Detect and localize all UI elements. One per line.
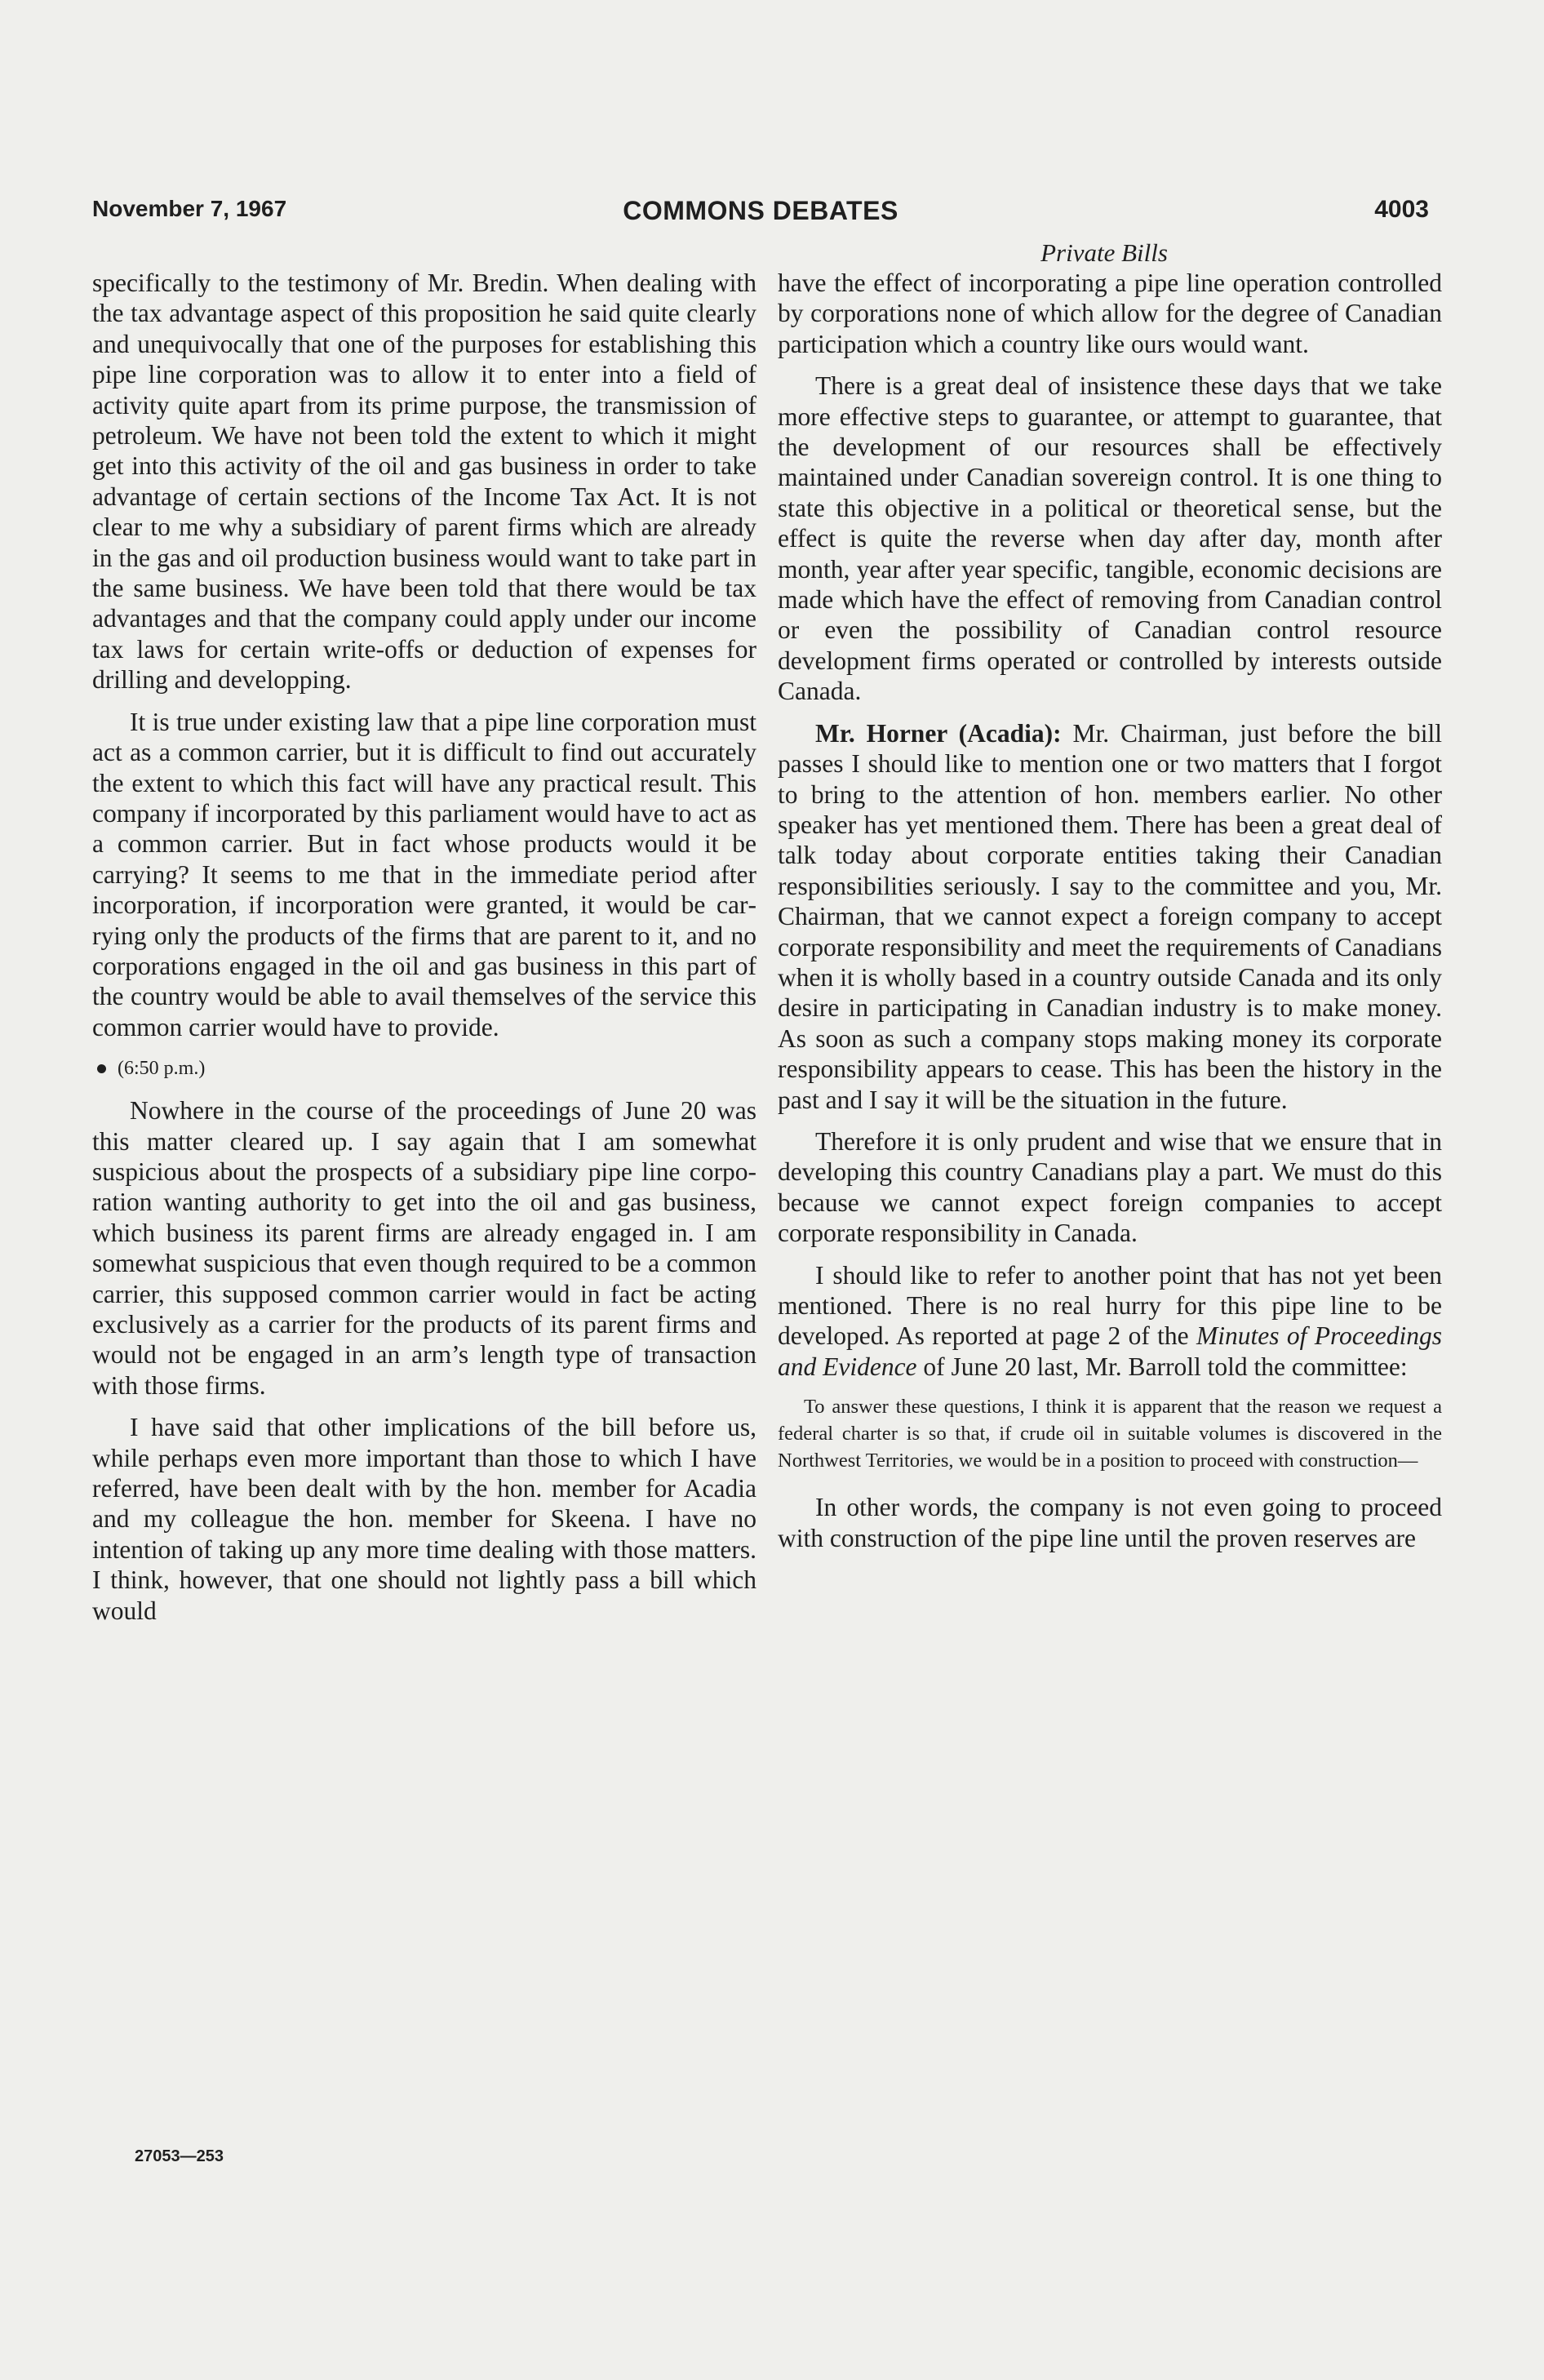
paragraph-text: I should like to refer to another point that has not yet been mentioned. There is no real hurry for this pipe line to be developed. As reported at page 2 of the bbox=[778, 1260, 1442, 1351]
publication-title: Minutes of Proceedings and Evidence bbox=[778, 1321, 1442, 1381]
block-quote: To answer these questions, I think it is apparent that the reason we request a federal charter is so that, if crude oil in suitable volumes is discovered in the Northwest Territories, we would be in a position to proceed with construction— bbox=[778, 1396, 1442, 1472]
section-title: Private Bills bbox=[1040, 238, 1168, 267]
time-marker-text: (6:50 p.m.) bbox=[118, 1058, 206, 1080]
speaker-name: Mr. Horner (Acadia): bbox=[815, 718, 1062, 748]
paragraph: Therefore it is only prudent and wise that we ensure that in developing this country Canadians play a part. We must do this because we cannot expect foreign companies to accept corporate responsibility in Canada. bbox=[778, 1126, 1442, 1248]
paragraph-text: of June 20 last, Mr. Barroll told the committee: bbox=[916, 1352, 1408, 1381]
left-column bbox=[92, 268, 756, 1637]
page-number: 4003 bbox=[1374, 196, 1429, 223]
footer-code: 27053—253 bbox=[135, 2147, 224, 2165]
running-header bbox=[92, 196, 1429, 229]
right-column bbox=[778, 268, 1442, 1565]
paragraph: There is a great deal of insistence these days that we take more effective steps to guarantee, or attempt to guarantee, that the development of our resources shall be effectively maintained under Canadian sovereign control. It is one thing to state this objective in a political or theoretical sense, but the effect is quite the reverse when day after day, month after month, year after year specific, tangible, economic decisions are made which have the effect of removing from Canadian control or even the possibility of Canadian control resource development firms operated or controlled by interests outside Canada. bbox=[778, 371, 1442, 706]
paragraph: have the effect of incorporating a pipe line operation controlled by corporations none of which allow for the degree of Canadian participation which a country like ours would want. bbox=[778, 269, 1442, 358]
bullet-icon bbox=[97, 1064, 106, 1073]
paragraph: Nowhere in the course of the proceedings of June 20 was this matter cleared up. I say again that I am somewhat suspicious about the prospects of a subsidiary pipe line corporation wanting authority to get into the oil and gas business, which business its parent firms are already engaged in. I am somewhat suspicious that even though required to be a common carrier, this supposed common carrier would in fact be acting exclusively as a carrier for the products of its parent firms and would not be engaged in an arm’s length type of transaction with those firms. bbox=[92, 1096, 756, 1400]
paragraph: I have said that other implications of the bill before us, while perhaps even more important than those to which I have referred, have been dealt with by the hon. member for Acadia and my colleague the hon. member for Skeena. I have no intention of taking up any more time dealing with those matters. I think, however, that one should not lightly pass a bill which would bbox=[92, 1413, 756, 1625]
speech-text: Mr. Chairman, just before the bill passes I should like to mention one or two matters that I forgot to bring to the attention of hon. members earlier. No other speaker has yet mentioned them. There has been a great deal of talk today about corporate entities taking their Canadian responsibilities seriously. I say to the committee and you, Mr. Chairman, that we cannot expect a foreign company to accept corporate responsibility and meet the requirements of Canadians when it is wholly based in a country outside Canada and its only desire in participating in Canadian industry is to make money. As soon as such a company stops making money its corporate responsibility appears to cease. This has been the history in the past and I say it will be the situation in the future. bbox=[778, 718, 1443, 1114]
header-date: November 7, 1967 bbox=[92, 196, 287, 221]
paragraph: specifically to the testimony of Mr. Bredin. When dealing with the tax advantage aspect of this proposition he said quite clearly and unequivocally that one of the purposes for establishing this pipe line corporation was to allow it to enter into a field of activity quite apart from its prime purpose, the transmission of petroleum. We have not been told the extent to which it might get into this activity of the oil and gas business in order to take advantage of certain sections of the Income Tax Act. It is not clear to me why a subsidiary of parent firms which are already in the gas and oil production business would want to take part in the same business. We have been told that there would be tax advantages and that the company could apply under our income tax laws for certain write-offs or deduction of expenses for drilling and developping. bbox=[92, 269, 756, 695]
paragraph bbox=[778, 1260, 1442, 1383]
paragraph: In other words, the company is not even going to proceed with construction of the pipe line until the proven reserves are bbox=[778, 1493, 1442, 1552]
speech-paragraph bbox=[778, 718, 1442, 1115]
journal-title: COMMONS DEBATES bbox=[623, 196, 898, 225]
time-marker bbox=[92, 1054, 756, 1084]
paragraph: It is true under existing law that a pipe line corporation must act as a common carrier, but it is difficult to find out accurately the extent to which this fact will have any practical result. This company if incorporated by this parliament would have to act as a common carrier. But in fact whose products would it be carrying? It seems to me that in the immediate period after incorporation, if incorporation were granted, it would be carrying only the products of the firms that are parent to it, and no corporations engaged in the oil and gas business in this part of the country would be able to avail themselves of the service this common carrier would have to provide. bbox=[92, 707, 756, 1041]
